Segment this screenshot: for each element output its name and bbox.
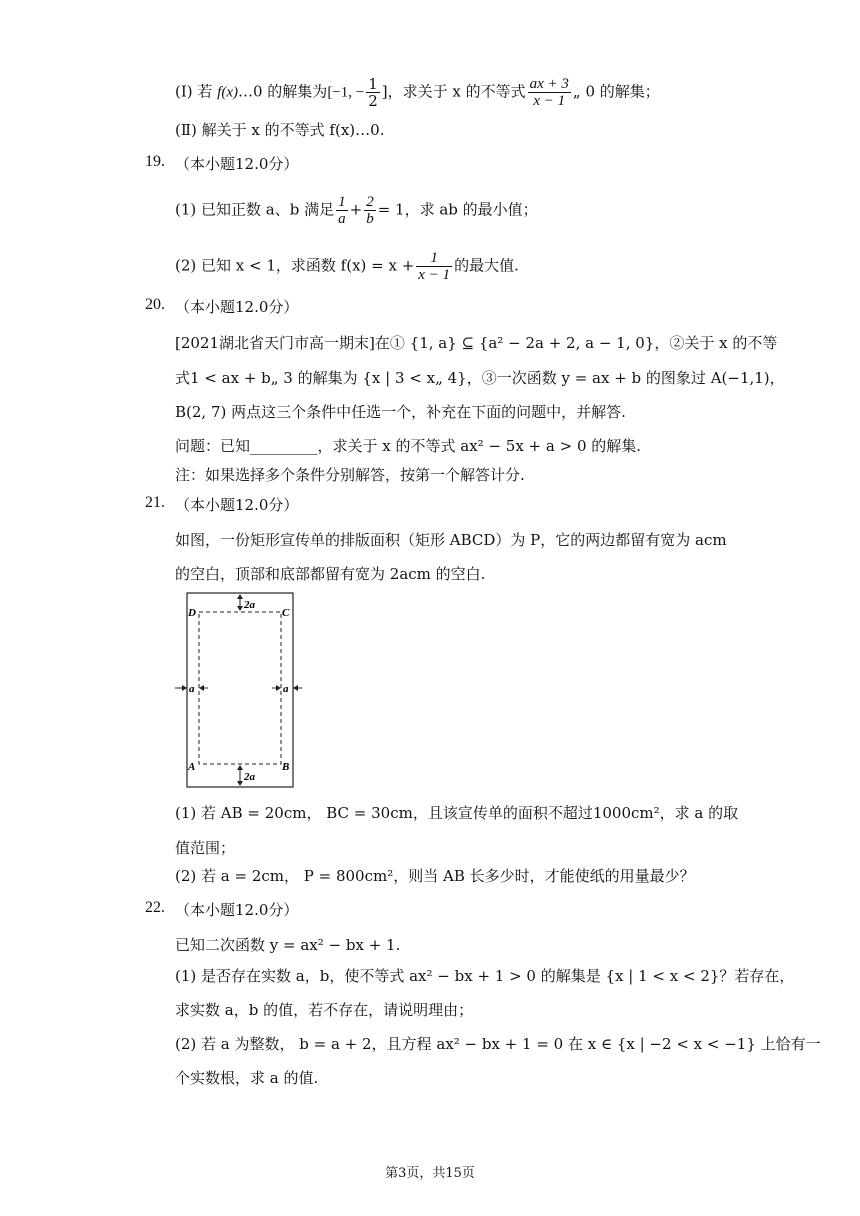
q22-header: （本小题12.0分） — [175, 901, 299, 919]
q22-line5: 个实数根，求 a 的值. — [175, 1069, 319, 1087]
print-area-rect — [199, 612, 281, 764]
fig-label-top: 2a — [244, 599, 255, 611]
q20-line3: B(2, 7) 两点这三个条件中任选一个，补充在下面的问题中，并解答. — [175, 403, 626, 421]
page-footer: 第3页，共15页 — [385, 1166, 475, 1181]
leaflet-layout-figure — [172, 590, 302, 790]
q21-header: （本小题12.0分） — [175, 496, 299, 514]
q21-part1-line2: 值范围； — [175, 839, 236, 857]
q20-line5: 注：如果选择多个条件分别解答，按第一个解答计分. — [175, 466, 525, 484]
q18-part1: (Ⅰ) 若 f(x)…0 的解集为[−1, − $\frac{1}{2}$ ]，求关于 x 的不等式 $\frac{ax + 3}{x - 1}$ „ 0 的解集； — [175, 75, 660, 110]
q22-line2: (1) 是否存在实数 a，b，使不等式 ax² − bx + 1 > 0 的解集是 {x | 1 < x < 2}？若存在， — [175, 967, 795, 985]
q21-part2: (2) 若 a = 2cm， P = 800cm²，则当 AB 长多少时，才能使纸的用量最少？ — [175, 867, 695, 885]
q22-line3: 求实数 a，b 的值，若不存在，请说明理由； — [175, 1001, 474, 1019]
q19-fraction-2: $\frac{2}{b}$ — [366, 194, 374, 227]
fig-label-left: a — [189, 683, 195, 695]
q18-half-fraction: $\frac{1}{2}$ — [368, 75, 378, 110]
fig-vertex-b: B — [282, 761, 290, 773]
q21-line1: 如图，一份矩形宣传单的排版面积（矩形 ABCD）为 P，它的两边都留有宽为 acm — [175, 531, 727, 549]
q19-part1: (1) 已知正数 a、b 满足 $\frac{1}{a}$ + $\frac{2}{b}$ = 1，求 ab 的最小值； — [175, 194, 538, 227]
q18-inequality-fraction: $\frac{ax + 3}{x - 1}$ — [529, 76, 569, 109]
q19-header: （本小题12.0分） — [175, 155, 299, 173]
q21-part1-line1: (1) 若 AB = 20cm， BC = 30cm，且该宣传单的面积不超过1000cm²，求 a 的取 — [175, 804, 739, 822]
q22-line1: 已知二次函数 y = ax² − bx + 1. — [175, 936, 401, 954]
q20-header: （本小题12.0分） — [175, 298, 299, 316]
q19-part2: (2) 已知 x < 1，求函数 f(x) = x + $\frac{1}{x - 1}$ 的最大值. — [175, 250, 519, 283]
q21-line2: 的空白，顶部和底部都留有宽为 2acm 的空白. — [175, 565, 486, 583]
fig-vertex-d: D — [188, 607, 196, 619]
q22-line4: (2) 若 a 为整数， b = a + 2，且方程 ax² − bx + 1 = 0 在 x ∈ {x | −2 < x < −1} 上恰有一 — [175, 1035, 821, 1053]
q18-part2: (Ⅱ) 解关于 x 的不等式 f(x)…0. — [175, 121, 385, 139]
fig-label-right: a — [283, 683, 289, 695]
q20-line1: [2021湖北省天门市高一期末]在① {1, a} ⊆ {a² − 2a + 2, a − 1, 0}，②关于 x 的不等 — [175, 334, 778, 352]
fig-vertex-c: C — [282, 607, 290, 619]
fig-label-bottom: 2a — [244, 771, 255, 783]
q19-number: 19. — [145, 153, 165, 170]
q21-number: 21. — [145, 494, 165, 511]
q20-line2: 式1 < ax + b„ 3 的解集为 {x | 3 < x„ 4}，③一次函数 y = ax + b 的图象过 A(−1,1)， — [175, 369, 785, 387]
q22-number: 22. — [145, 899, 165, 916]
q20-number: 20. — [145, 296, 165, 313]
q19-fraction-1: $\frac{1}{a}$ — [338, 194, 346, 227]
fig-vertex-a: A — [188, 761, 196, 773]
q20-line4: 问题：已知_________，求关于 x 的不等式 ax² − 5x + a > 0 的解集. — [175, 437, 642, 455]
q19-fraction-3: $\frac{1}{x - 1}$ — [418, 250, 451, 283]
